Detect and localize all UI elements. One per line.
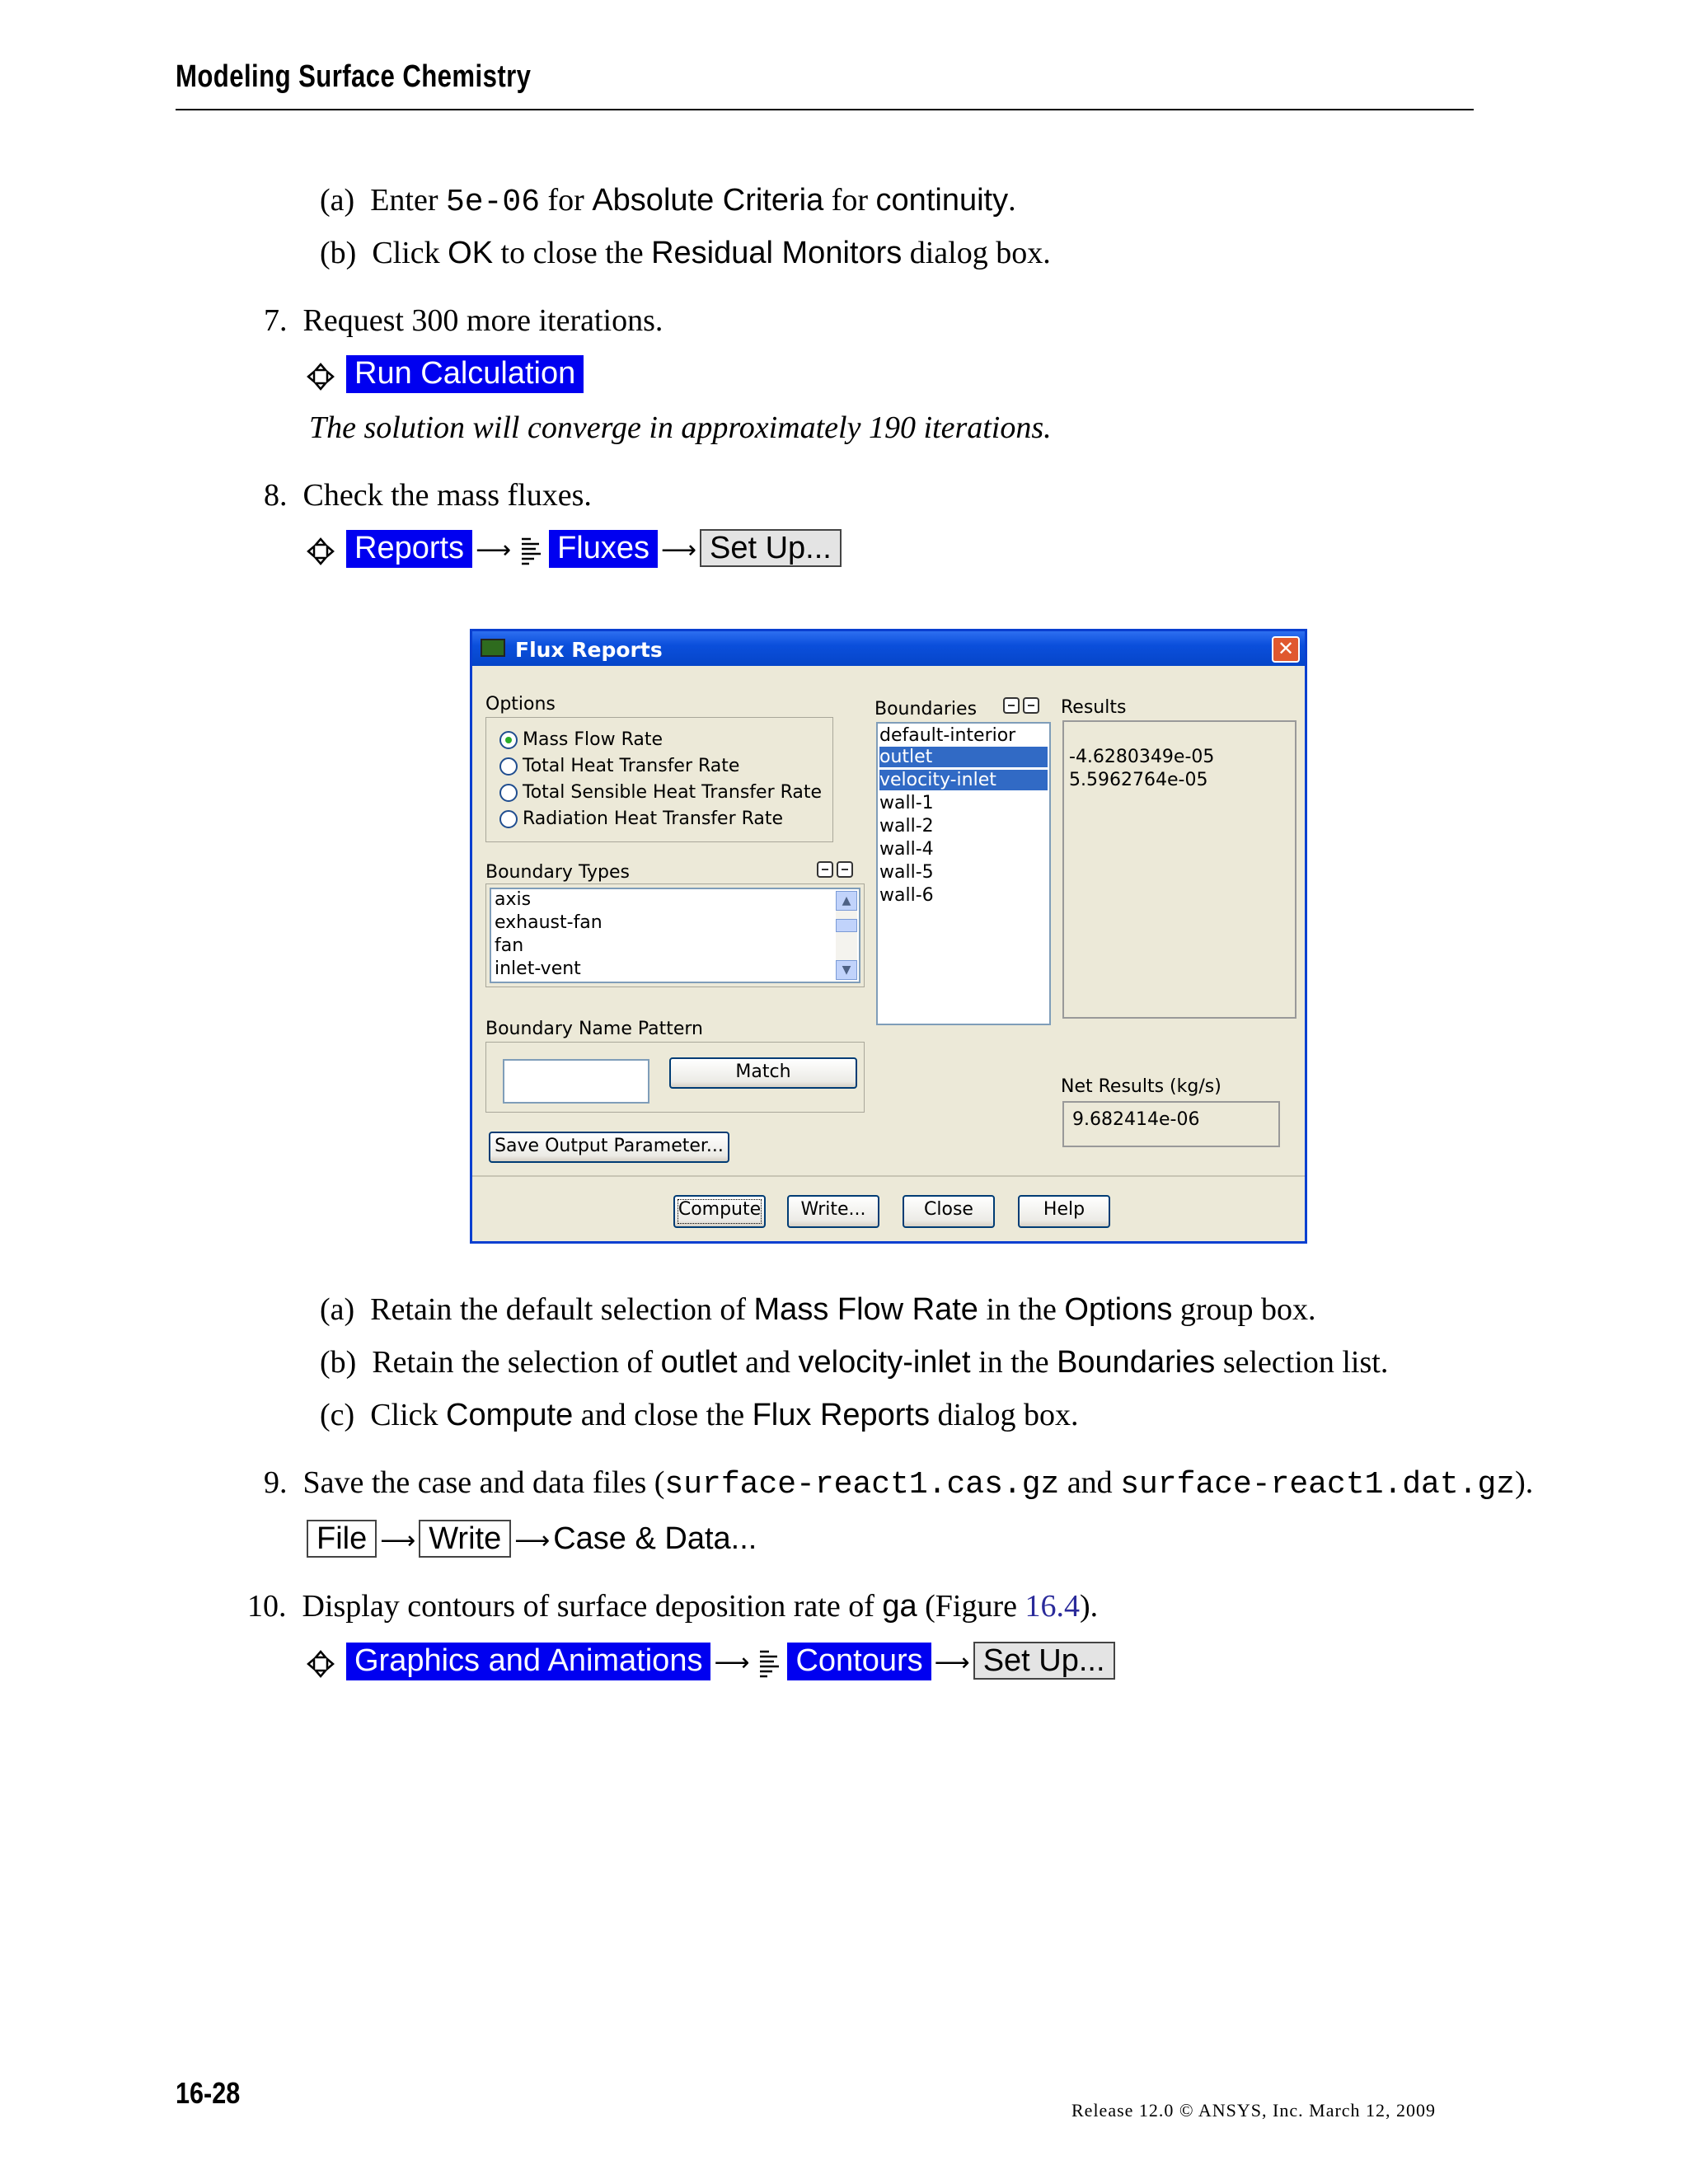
option-label: Mass Flow Rate [523,729,663,750]
text: Click [370,1398,447,1432]
dialog-name: Residual Monitors [651,236,903,270]
option-label: Radiation Heat Transfer Rate [523,808,784,829]
results-box [1062,720,1296,1019]
case-data-menu-item[interactable]: Case & Data... [553,1521,757,1556]
graphics-and-animations-link[interactable]: Graphics and Animations [346,1643,710,1680]
reports-link[interactable]: Reports [346,530,472,568]
step-text: Check the mass fluxes. [302,478,592,513]
list-item-selected[interactable]: outlet [879,747,1048,767]
text: Retain the selection of [372,1345,661,1380]
results-label: Results [1061,697,1127,718]
step-6b [320,234,1051,272]
scroll-thumb[interactable] [836,919,857,932]
close-button[interactable]: Close [903,1195,995,1228]
step-9 [264,1464,1533,1504]
button-name: OK [448,236,494,270]
scrollbar[interactable] [836,891,857,980]
list-name: Boundaries [1057,1345,1216,1380]
nav-reports-fluxes [307,529,842,569]
text: Enter [370,183,446,218]
figure-link[interactable]: 16.4 [1025,1589,1081,1624]
option-name: Mass Flow Rate [753,1292,978,1327]
select-all-icon[interactable] [817,861,833,878]
list-item[interactable]: wall-6 [879,885,934,906]
options-group [485,717,833,842]
tree-icon [757,1648,782,1678]
step-8a [320,1291,1316,1329]
arrow-icon: ⟶ [661,536,697,565]
filename: surface-react1.dat.gz [1120,1467,1516,1502]
compute-button[interactable]: Compute [673,1195,766,1228]
text: to close the [493,236,652,270]
result-value: 5.5962764e-05 [1069,770,1208,790]
arrow-icon: ⟶ [514,1526,551,1555]
text: and [737,1345,799,1380]
step-8 [264,476,592,514]
text: . [1008,183,1016,218]
name-pattern-group [485,1042,865,1113]
nav-graphics-contours [307,1642,1115,1682]
radio-radiation-heat-transfer-rate[interactable] [499,810,518,828]
list-item[interactable]: axis [495,889,532,910]
text: and close the [573,1398,753,1432]
text: for [823,183,876,218]
fluxes-link[interactable]: Fluxes [549,530,658,568]
crosshair-icon [307,1649,335,1677]
net-result-value: 9.682414e-06 [1072,1109,1200,1130]
crosshair-icon [307,362,335,390]
tree-icon [519,536,544,565]
crosshair-icon [307,537,335,565]
item-label: (b) [320,236,357,270]
text: ). [1080,1589,1099,1624]
species-name: ga [882,1589,917,1624]
nav-file-write [307,1520,757,1560]
page-number: 16-28 [176,2076,241,2110]
options-label: Options [485,694,556,715]
text: Retain the default selection of [370,1292,754,1327]
text: group box. [1172,1292,1316,1327]
item-label: (a) [320,1292,355,1327]
list-item[interactable]: default-interior [879,725,1016,746]
radio-mass-flow-rate[interactable] [499,731,518,749]
boundaries-list[interactable] [876,722,1051,1025]
field-name: Absolute Criteria [592,183,824,218]
item-label: (a) [320,183,355,218]
deselect-all-icon[interactable] [837,861,853,878]
radio-total-sensible-heat-transfer-rate[interactable] [499,784,518,802]
deselect-all-icon[interactable] [1023,697,1039,714]
arrow-icon: ⟶ [380,1526,416,1555]
item-label: (c) [320,1398,355,1432]
text: ). [1515,1465,1534,1500]
group-name: Options [1064,1292,1173,1327]
file-menu[interactable]: File [307,1520,377,1558]
step-number: 9. [264,1465,288,1500]
header-rule [176,109,1474,110]
text: Display contours of surface deposition rate of [302,1589,883,1624]
set-up-button[interactable]: Set Up... [973,1642,1115,1680]
list-item[interactable]: inlet-vent [495,958,581,979]
text: and [1059,1465,1121,1500]
page-header: Modeling Surface Chemistry [176,59,532,94]
net-results-box [1062,1101,1280,1147]
app-icon [481,639,505,657]
title-bar [472,631,1305,666]
divider [472,1175,1305,1177]
text: selection list. [1215,1345,1389,1380]
select-all-icon[interactable] [1003,697,1020,714]
flux-reports-dialog [470,629,1307,1244]
write-menu[interactable]: Write [419,1520,511,1558]
list-item[interactable]: wall-5 [879,862,934,883]
run-calculation-link[interactable]: Run Calculation [346,355,584,393]
step-number: 8. [264,478,288,513]
item-label: (b) [320,1345,357,1380]
filename: surface-react1.cas.gz [664,1467,1060,1502]
release-info: Release 12.0 © ANSYS, Inc. March 12, 2009 [1071,2100,1437,2121]
text: (Figure [917,1589,1025,1624]
boundary-types-group [485,883,865,987]
option-label: Total Sensible Heat Transfer Rate [523,782,823,803]
step-10 [247,1587,1098,1625]
net-results-label: Net Results (kg/s) [1061,1076,1221,1097]
target-name: continuity [875,183,1009,218]
dialog-title: Flux Reports [515,638,663,662]
result-value: -4.6280349e-05 [1069,747,1215,767]
set-up-button[interactable]: Set Up... [700,529,842,567]
list-item[interactable]: fan [495,935,524,956]
list-item[interactable]: wall-1 [879,793,934,813]
text: in the [970,1345,1057,1380]
value-text: 5e-06 [445,185,541,220]
text: for [540,183,593,218]
scroll-up-icon[interactable]: ▲ [836,891,857,911]
contours-link[interactable]: Contours [787,1643,931,1680]
list-item[interactable]: wall-4 [879,839,934,860]
close-icon[interactable]: ✕ [1272,636,1300,663]
boundaries-label: Boundaries [874,699,978,719]
text: Click [372,236,448,270]
text: dialog box. [902,236,1051,270]
step-8b [320,1343,1388,1381]
scroll-down-icon[interactable]: ▼ [836,960,857,980]
step-6a [320,181,1016,222]
pattern-input[interactable] [503,1059,649,1104]
arrow-icon: ⟶ [934,1648,970,1677]
option-label: Total Heat Transfer Rate [523,756,740,776]
list-item-selected[interactable]: velocity-inlet [879,770,1048,790]
boundary-types-label: Boundary Types [485,862,630,883]
step-text: Request 300 more iterations. [302,303,663,338]
button-name: Compute [446,1398,574,1432]
text: Save the case and data files ( [302,1465,665,1500]
arrow-icon: ⟶ [714,1648,750,1677]
radio-total-heat-transfer-rate[interactable] [499,757,518,776]
dialog-name: Flux Reports [752,1398,930,1432]
boundary-name: velocity-inlet [798,1345,971,1380]
step-number: 10. [247,1589,287,1624]
boundary-name-pattern-label: Boundary Name Pattern [485,1019,703,1039]
text: in the [978,1292,1065,1327]
boundary-types-list[interactable] [490,888,860,983]
boundary-name: outlet [660,1345,738,1380]
text: dialog box. [930,1398,1079,1432]
step-7 [264,302,663,340]
list-item[interactable]: wall-2 [879,816,934,837]
step-8c [320,1396,1078,1434]
write-button[interactable]: Write... [787,1195,879,1228]
arrow-icon: ⟶ [476,536,512,565]
step-number: 7. [264,303,288,338]
nav-run-calculation [307,354,584,392]
match-button[interactable]: Match [669,1057,857,1089]
help-button[interactable]: Help [1018,1195,1110,1228]
step-7-note: The solution will converge in approximately 190 iterations. [309,410,1052,445]
save-output-parameter-button[interactable]: Save Output Parameter... [489,1132,729,1163]
list-item[interactable]: exhaust-fan [495,912,603,933]
